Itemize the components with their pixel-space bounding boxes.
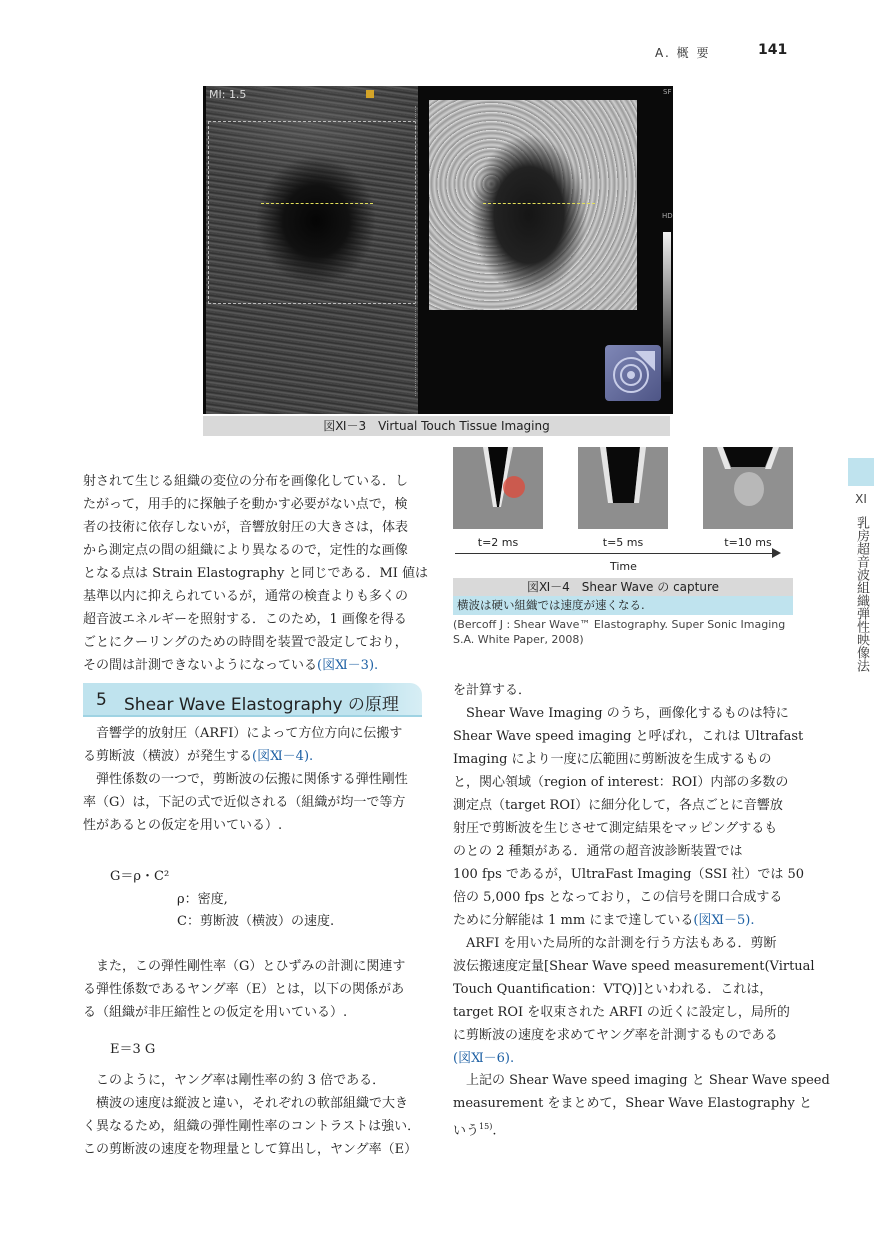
text-line: たがって，用手的に探触子を動かす必要がない点で，検: [83, 497, 408, 512]
focus-marker-icon: [366, 90, 374, 98]
text-line: 波伝搬速度定量[Shear Wave speed measurement(Virtual: [453, 959, 815, 974]
formula-g: G＝ρ・C²: [110, 869, 170, 884]
figure-xi-3-image: [203, 86, 673, 414]
time-arrow-icon: [772, 548, 781, 558]
figure-xi-4-note: 横波は硬い組織では速度が速くなる.: [453, 596, 793, 615]
text-line: を計算する．: [453, 683, 532, 698]
time-label-3: t=10 ms: [724, 536, 772, 549]
right-paragraph-vtq: [453, 932, 815, 1070]
mi-index-label: MI: 1.5: [209, 88, 247, 101]
time-label-2: t=5 ms: [602, 536, 644, 549]
virtual-touch-panel: [429, 100, 637, 310]
roi-dashed-box: [208, 121, 416, 304]
grayscale-colorbar: [663, 232, 671, 382]
text-line: となる点は Strain Elastography と同じである．MI 値は: [83, 566, 429, 581]
depth-scale: [415, 106, 418, 396]
source-line-2: S.A. White Paper, 2008): [453, 633, 584, 646]
virtual-touch-logo-icon: [605, 345, 661, 401]
text-span: いう: [453, 1123, 480, 1139]
time-axis-line: [455, 553, 777, 554]
text-line: 者の技術に依存しないが，音響放射圧の大きさは，体表: [83, 520, 409, 535]
text-span: その間は計測できないようになっている: [83, 658, 318, 673]
time-label-1: t=2 ms: [477, 536, 519, 549]
text-line: Touch Quantification：VTQ)]といわれる．これは，: [453, 982, 773, 997]
shear-wave-frame-2: [578, 447, 668, 529]
text-line: 射圧で剪断波を生じさせて測定結果をマッピングするも: [453, 821, 778, 836]
formula-rho-def: ρ：密度,: [177, 892, 228, 907]
paragraph-shear-modulus: [83, 768, 423, 837]
chapter-title: 乳房超音波組織弾性映像法: [854, 516, 869, 672]
formula-c-def: C：剪断波（横波）の速度.: [177, 914, 335, 929]
text-line: に剪断波の速度を求めてヤング率を計測するものである: [453, 1028, 778, 1043]
text-line: る弾性係数であるヤング率（E）とは，以下の関係があ: [83, 982, 405, 997]
measurement-line-right: [483, 203, 595, 204]
right-paragraph-summary: [453, 1069, 830, 1142]
text-line: 性があるとの仮定を用いている）.: [83, 818, 283, 833]
text-line: Shear Wave Imaging のうち，画像化するものは特に: [453, 706, 789, 721]
paragraph-young-modulus: [83, 955, 423, 1024]
text-line: Shear Wave speed imaging と呼ばれ，これは Ultrafast: [453, 729, 804, 744]
figure-ref-link[interactable]: (図Ⅺ－4).: [252, 749, 314, 764]
formula-e: E＝3 G: [110, 1042, 156, 1057]
chapter-tab-marker: [848, 458, 874, 486]
text-line: 測定点（target ROI）に細分化して，各点ごとに音響放: [453, 798, 783, 813]
text-line: 100 fps であるが，UltraFast Imaging（SSI 社）では 50: [453, 867, 805, 882]
text-line: のとの 2 種類がある．通常の超音波診断装置では: [453, 844, 743, 859]
section-title: Shear Wave Elastography の原理: [124, 695, 399, 715]
text-line: target ROI を収束された ARFI の近くに設定し，局所的: [453, 1005, 790, 1020]
running-header-section: A. 概 要: [655, 46, 711, 60]
text-line: 横波の速度は縦波と違い，それぞれの軟部組織で大き: [83, 1096, 409, 1111]
figure-xi-4-source: [453, 617, 795, 647]
text-line: [453, 1115, 793, 1142]
text-line: [83, 654, 423, 677]
source-line-1: (Bercoff J : Shear Wave™ Elastography. Super Sonic Imaging: [453, 618, 786, 631]
shear-wave-frame-1: [453, 447, 543, 529]
text-span: る剪断波（横波）が発生する: [83, 749, 253, 764]
text-line: Imaging により一度に広範囲に剪断波を生成するもの: [453, 752, 772, 767]
text-line: ARFI を用いた局所的な計測を行う方法もある．剪断: [453, 936, 777, 951]
text-line: [453, 909, 793, 932]
text-line: measurement をまとめて，Shear Wave Elastography と: [453, 1096, 813, 1111]
text-line: 音響学的放射圧（ARFI）によって方位方向に伝搬す: [83, 726, 403, 741]
paragraph-shear-velocity: [83, 1069, 423, 1161]
text-line: く異なるため，組織の弾性剛性率のコントラストは強い．: [83, 1119, 421, 1134]
shear-wave-frame-3: [703, 447, 793, 529]
intro-paragraph: [83, 470, 429, 677]
time-axis-label: Time: [610, 560, 637, 573]
measurement-line-left: [261, 203, 373, 204]
right-paragraph-imaging: [453, 679, 805, 932]
figure-xi-3-caption: 図Ⅺ－3 Virtual Touch Tissue Imaging: [203, 416, 670, 436]
citation-superscript: 15): [479, 1122, 493, 1131]
text-line: [83, 745, 423, 768]
text-line: から測定点の間の組織により異なるので，定性的な画像: [83, 543, 408, 558]
figure-ref-link[interactable]: (図Ⅺ－3).: [317, 658, 379, 673]
section-number: 5: [96, 690, 107, 710]
figure-ref-link[interactable]: (図Ⅺ－5).: [693, 913, 755, 928]
sf-label: SF: [663, 88, 672, 96]
text-line: る（組織が非圧縮性との仮定を用いている）.: [83, 1005, 348, 1020]
text-line: この剪断波の速度を物理量として算出し，ヤング率（E）: [83, 1142, 418, 1157]
text-line: また，この弾性剛性率（G）とひずみの計測に関連す: [83, 959, 406, 974]
text-line: 上記の Shear Wave speed imaging と Shear Wave speed: [453, 1073, 830, 1088]
text-span: .: [492, 1123, 497, 1139]
text-line: 射されて生じる組織の変位の分布を画像化している．し: [83, 474, 409, 489]
text-line: 倍の 5,000 fps となっており，この信号を開口合成する: [453, 890, 783, 905]
text-line: 弾性係数の一つで，剪断波の伝搬に関係する弾性剛性: [83, 772, 408, 787]
text-line: 超音波エネルギーを照射する．このため，1 画像を得る: [83, 612, 407, 627]
text-line: 率（G）は，下記の式で近似される（組織が均一で等方: [83, 795, 406, 810]
text-span: ために分解能は 1 mm にまで達している: [453, 913, 694, 928]
text-line: 基準以内に抑えられているが，通常の検査よりも多くの: [83, 589, 409, 604]
paragraph-arfi: [83, 722, 423, 768]
figure-ref-link[interactable]: (図Ⅺ－6).: [453, 1051, 515, 1066]
text-line: [453, 1047, 793, 1070]
hd-label: HD: [662, 212, 673, 220]
page-number: 141: [758, 42, 788, 58]
chapter-number: XI: [855, 492, 867, 506]
text-line: ごとにクーリングのための時間を装置で設定しており，: [83, 635, 408, 650]
text-line: このように，ヤング率は剛性率の約 3 倍である．: [83, 1073, 386, 1088]
text-line: と，関心領域（region of interest：ROI）内部の多数の: [453, 775, 789, 790]
figure-xi-4-caption: 図Ⅺ－4 Shear Wave の capture: [453, 578, 793, 596]
